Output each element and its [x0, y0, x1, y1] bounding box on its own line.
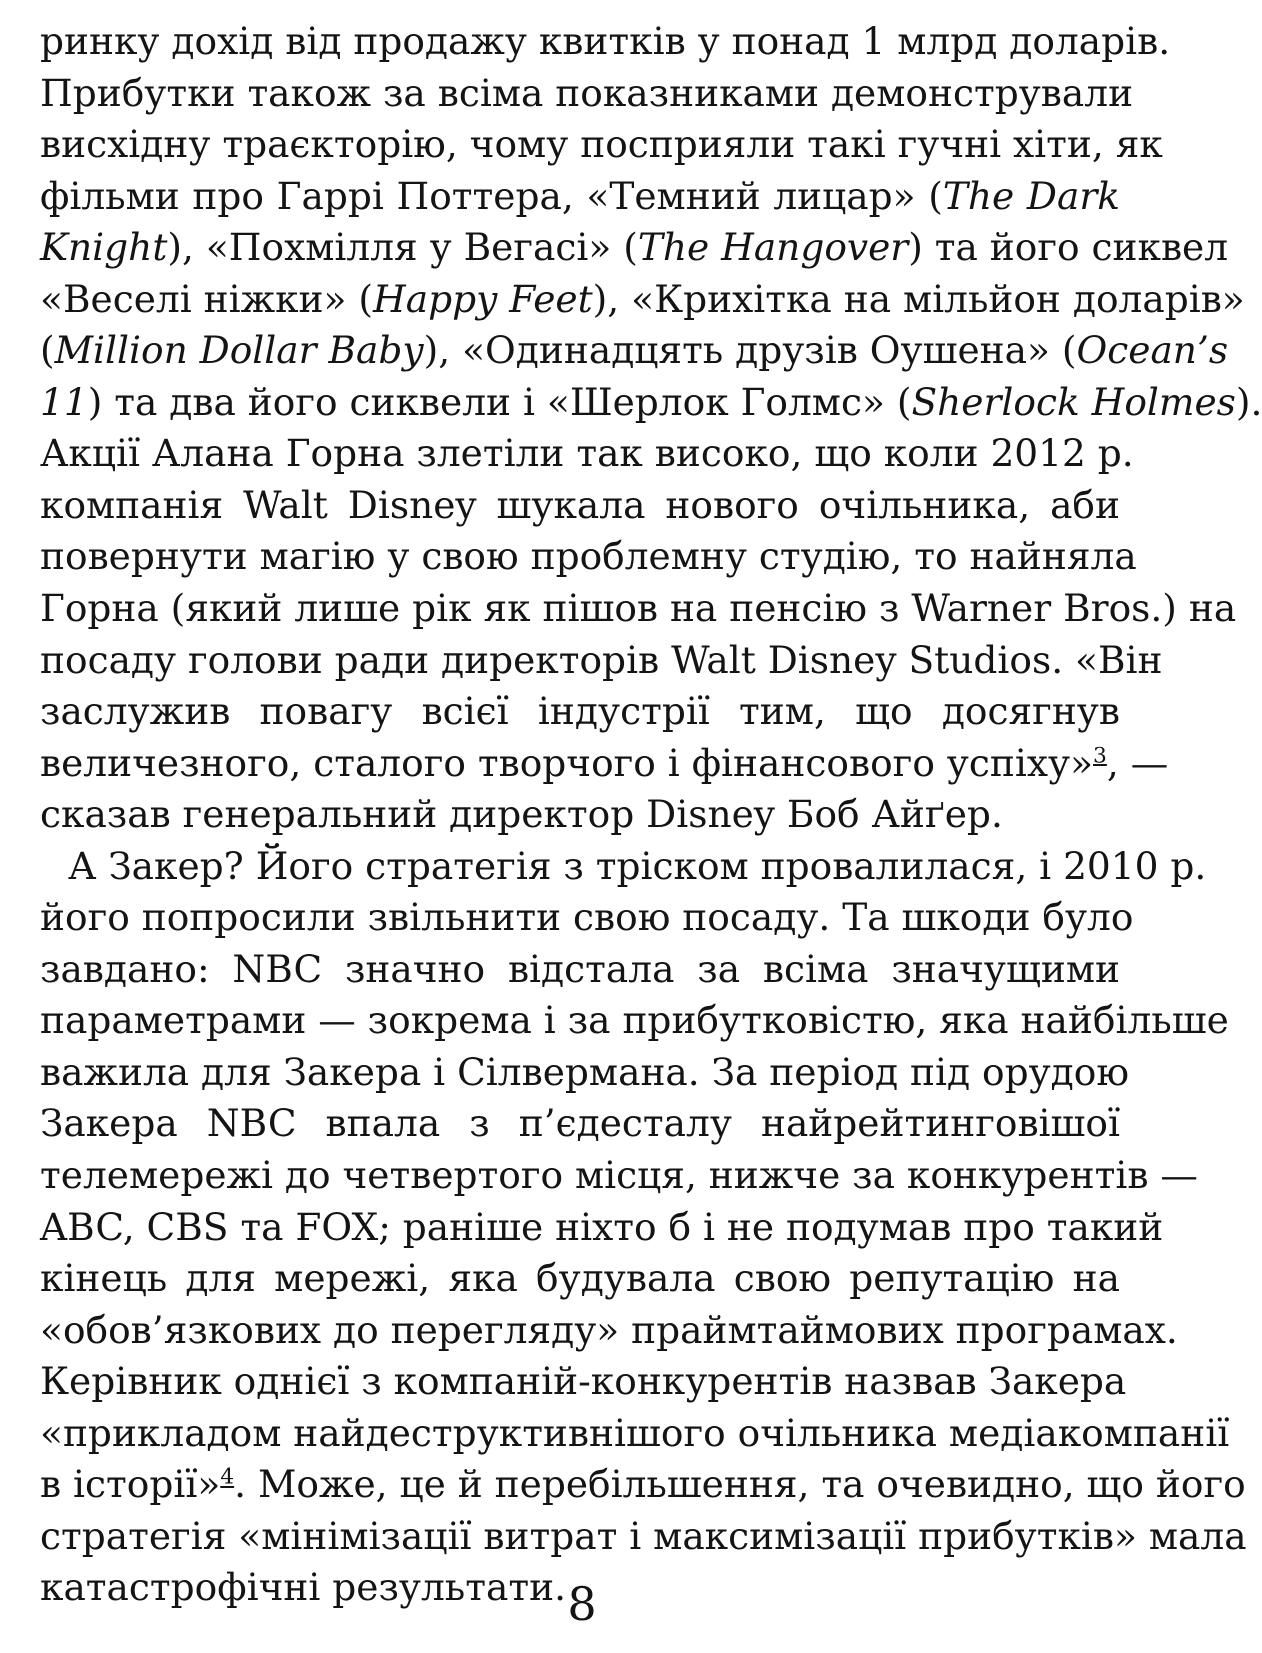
text-line	[40, 171, 1120, 223]
text-line	[40, 119, 1163, 171]
text-run: важила для Закера і Сілвермана. За період під орудою	[40, 1049, 1130, 1094]
text-line	[40, 1459, 1246, 1511]
text-line	[40, 583, 1237, 635]
text-line	[40, 274, 1245, 326]
text-run: висхідну траєкторію, чому посприяли такі гучні хіти, як	[40, 122, 1163, 167]
text-run: телемережі до четвертого місця, нижче за конкурентів —	[40, 1153, 1198, 1198]
text-run: Прибутки також за всіма показниками демонстрували	[40, 70, 1134, 115]
text-line	[40, 1253, 1120, 1305]
text-run: ), «Похмілля у Вегасі» (	[167, 225, 638, 270]
text-line	[40, 531, 1137, 583]
text-line	[40, 377, 1262, 429]
italic-title: Ocean’s	[1076, 328, 1229, 373]
text-run: кінець для мережі, яка будувала свою репутацію на	[40, 1256, 1120, 1301]
text-run: заслужив повагу всієї індустрії тим, що досягнув	[40, 689, 1120, 734]
text-run: ) та його сиквел	[908, 225, 1229, 270]
text-line	[40, 1408, 1230, 1460]
text-run: його попросили звільнити свою посаду. Та шкоди було	[40, 895, 1134, 940]
page-number: 8	[567, 1577, 597, 1631]
text-run: повернути магію у свою проблемну студію, то найняла	[40, 534, 1137, 579]
text-run: (	[40, 328, 55, 373]
text-run: «Веселі ніжки» (	[40, 276, 374, 321]
text-run: параметрами — зокрема і за прибутковістю, яка найбільше	[40, 998, 1229, 1043]
text-line	[40, 686, 1120, 738]
text-run: ), «Одинадцять друзів Оушена» (	[423, 328, 1077, 373]
text-line	[40, 428, 1134, 480]
text-line	[40, 789, 1120, 841]
text-run: Горна (який лише рік як пішов на пенсію з Warner Bros.) на	[40, 586, 1237, 631]
text-run: . Може, це й перебільшення, та очевидно, що його	[234, 1462, 1246, 1507]
paragraph-2	[40, 841, 1247, 1614]
italic-title: Million Dollar Baby	[54, 328, 424, 373]
text-line	[40, 1511, 1247, 1563]
text-line	[40, 1202, 1164, 1254]
text-run: посаду голови ради директорів Walt Disney Studios. «Він	[40, 637, 1163, 682]
text-line	[40, 222, 1229, 274]
italic-title: Happy Feet	[373, 276, 593, 321]
text-line	[40, 995, 1229, 1047]
text-run: ), «Крихітка на мільйон доларів»	[592, 276, 1245, 321]
text-run: компанія Walt Disney шукала нового очільника, аби	[40, 482, 1120, 527]
text-run: стратегія «мінімізації витрат і максимізації прибутків» мала	[40, 1513, 1247, 1558]
text-run: ринку дохід від продажу квитків у понад 1 млрд доларів.	[40, 19, 1171, 63]
italic-title: The Hangover	[637, 225, 909, 270]
text-run: , —	[1106, 740, 1169, 785]
text-line	[40, 1098, 1120, 1150]
italic-title: The Dark	[942, 173, 1120, 218]
footnote-ref: 4	[220, 1464, 235, 1490]
text-line	[40, 1047, 1130, 1099]
text-run: А Закер? Його стратегія з тріском провалилася, і 2010 р.	[68, 843, 1207, 888]
italic-title: Sherlock Holmes	[911, 379, 1236, 424]
text-run: Акції Алана Горна злетіли так високо, що коли 2012 р.	[40, 431, 1134, 476]
text-run: в історії»	[40, 1462, 221, 1507]
text-run: фільми про Гаррі Поттера, «Темний лицар» (	[40, 173, 943, 218]
text-run: Закера NBC впала з п’єдесталу найрейтинговішої	[40, 1101, 1120, 1146]
text-line	[40, 944, 1120, 996]
text-run: завдано: NBC значно відстала за всіма значущими	[40, 946, 1120, 991]
text-run: «прикладом найдеструктивнішого очільника медіакомпанії	[40, 1410, 1230, 1455]
text-run: ).	[1235, 379, 1262, 424]
italic-title: Knight	[40, 225, 168, 270]
text-run: Керівник однієї з компаній-конкурентів назвав Закера	[40, 1359, 1127, 1404]
text-line	[40, 325, 1229, 377]
text-line	[40, 68, 1134, 120]
text-line	[40, 635, 1163, 687]
text-run: катастрофічні результати.	[40, 1565, 566, 1610]
text-line	[40, 892, 1134, 944]
italic-title: 11	[40, 379, 88, 424]
text-line	[40, 841, 1207, 893]
text-line	[40, 1356, 1127, 1408]
text-line	[40, 1150, 1198, 1202]
text-line	[40, 1305, 1178, 1357]
text-line	[40, 16, 1171, 68]
text-run: сказав генеральний директор Disney Боб Айґер.	[40, 792, 1003, 837]
text-run: «обов’язкових до перегляду» праймтаймових програмах.	[40, 1307, 1178, 1352]
text-run: ) та два його сиквели і «Шерлок Голмс» (	[87, 379, 912, 424]
text-run: величезного, сталого творчого і фінансового успіху»	[40, 740, 1094, 785]
text-line	[40, 480, 1120, 532]
text-line	[40, 738, 1169, 790]
paragraph-1	[40, 16, 1262, 841]
footnote-ref: 3	[1093, 743, 1107, 769]
text-run: ABC, CBS та FOX; раніше ніхто б і не подумав про такий	[40, 1204, 1164, 1249]
page-body	[40, 16, 1262, 1614]
